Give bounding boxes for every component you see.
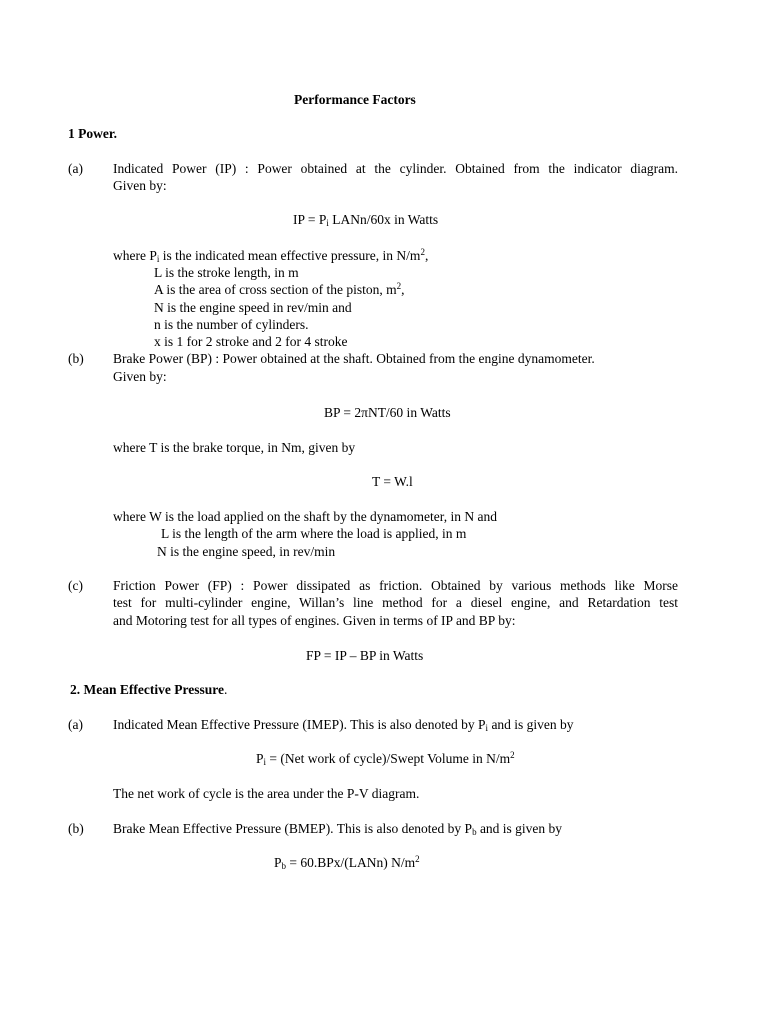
indicated-power-formula: IP = $P_i$ LANn/60x in Watts — [293, 212, 439, 228]
torque-where-arm: L is the length of the arm where the load is applied, in m — [161, 526, 467, 541]
friction-power-text-line2: test for multi-cylinder engine, Willan’s line method for a diesel engine, and Retardation test — [113, 595, 678, 610]
ip-where-speed: N is the engine speed in rev/min and — [154, 300, 352, 315]
imep-note: The net work of cycle is the area under the P-V diagram. — [113, 786, 420, 801]
bmep-text: Brake Mean Effective Pressure (BMEP). This is also denoted by $P_b$ and is given by — [113, 821, 563, 837]
item-marker-2a: (a) — [68, 717, 83, 732]
item-marker-b: (b) — [68, 351, 84, 366]
torque-where-load: where W is the load applied on the shaft by the dynamometer, in N and — [113, 509, 497, 524]
bmep-formula: $P_b$ = 60.BPx/(LANn) $N/m^2$ — [274, 854, 420, 871]
brake-power-text-line2: Given by: — [113, 369, 167, 384]
friction-power-text-line3: and Motoring test for all types of engines. Given in terms of IP and BP by: — [113, 613, 516, 628]
ip-where-area: A is the area of cross section of the piston, $m^2$, — [154, 281, 405, 297]
ip-where-pressure: where $P_i$ is the indicated mean effective pressure, in $N/m^2$, — [113, 247, 429, 264]
ip-where-stroke-factor: x is 1 for 2 stroke and 2 for 4 stroke — [154, 334, 348, 349]
torque-formula: T = W.l — [372, 474, 413, 489]
item-marker-a: (a) — [68, 161, 83, 176]
friction-power-formula: FP = IP – BP in Watts — [306, 648, 424, 663]
item-marker-2b: (b) — [68, 821, 84, 836]
ip-where-cylinders: n is the number of cylinders. — [154, 317, 309, 332]
section-heading-mep: 2. Mean Effective Pressure. — [70, 682, 228, 697]
indicated-power-text-line2: Given by: — [113, 178, 167, 193]
imep-text: Indicated Mean Effective Pressure (IMEP). This is also denoted by $P_i$ and is given by — [113, 717, 574, 733]
imep-formula: $P_i = (Net$ work of cycle)/Swept Volume in $N/m^2$ — [256, 750, 515, 767]
ip-where-stroke: L is the stroke length, in m — [154, 265, 299, 280]
item-marker-c: (c) — [68, 578, 83, 593]
page-title: Performance Factors — [294, 92, 416, 107]
torque-where-speed: N is the engine speed, in rev/min — [157, 544, 336, 559]
friction-power-text-line1: Friction Power (FP) : Power dissipated as friction. Obtained by various methods like Morse — [113, 578, 678, 593]
bp-where-torque: where T is the brake torque, in Nm, given by — [113, 440, 356, 455]
section-heading-power: 1 Power. — [68, 126, 117, 141]
brake-power-formula: BP = 2πNT/60 in Watts — [324, 405, 451, 420]
brake-power-text-line1: Brake Power (BP) : Power obtained at the shaft. Obtained from the engine dynamometer. — [113, 351, 595, 366]
indicated-power-text-line1: Indicated Power (IP) : Power obtained at the cylinder. Obtained from the indicator diagram. — [113, 161, 678, 176]
